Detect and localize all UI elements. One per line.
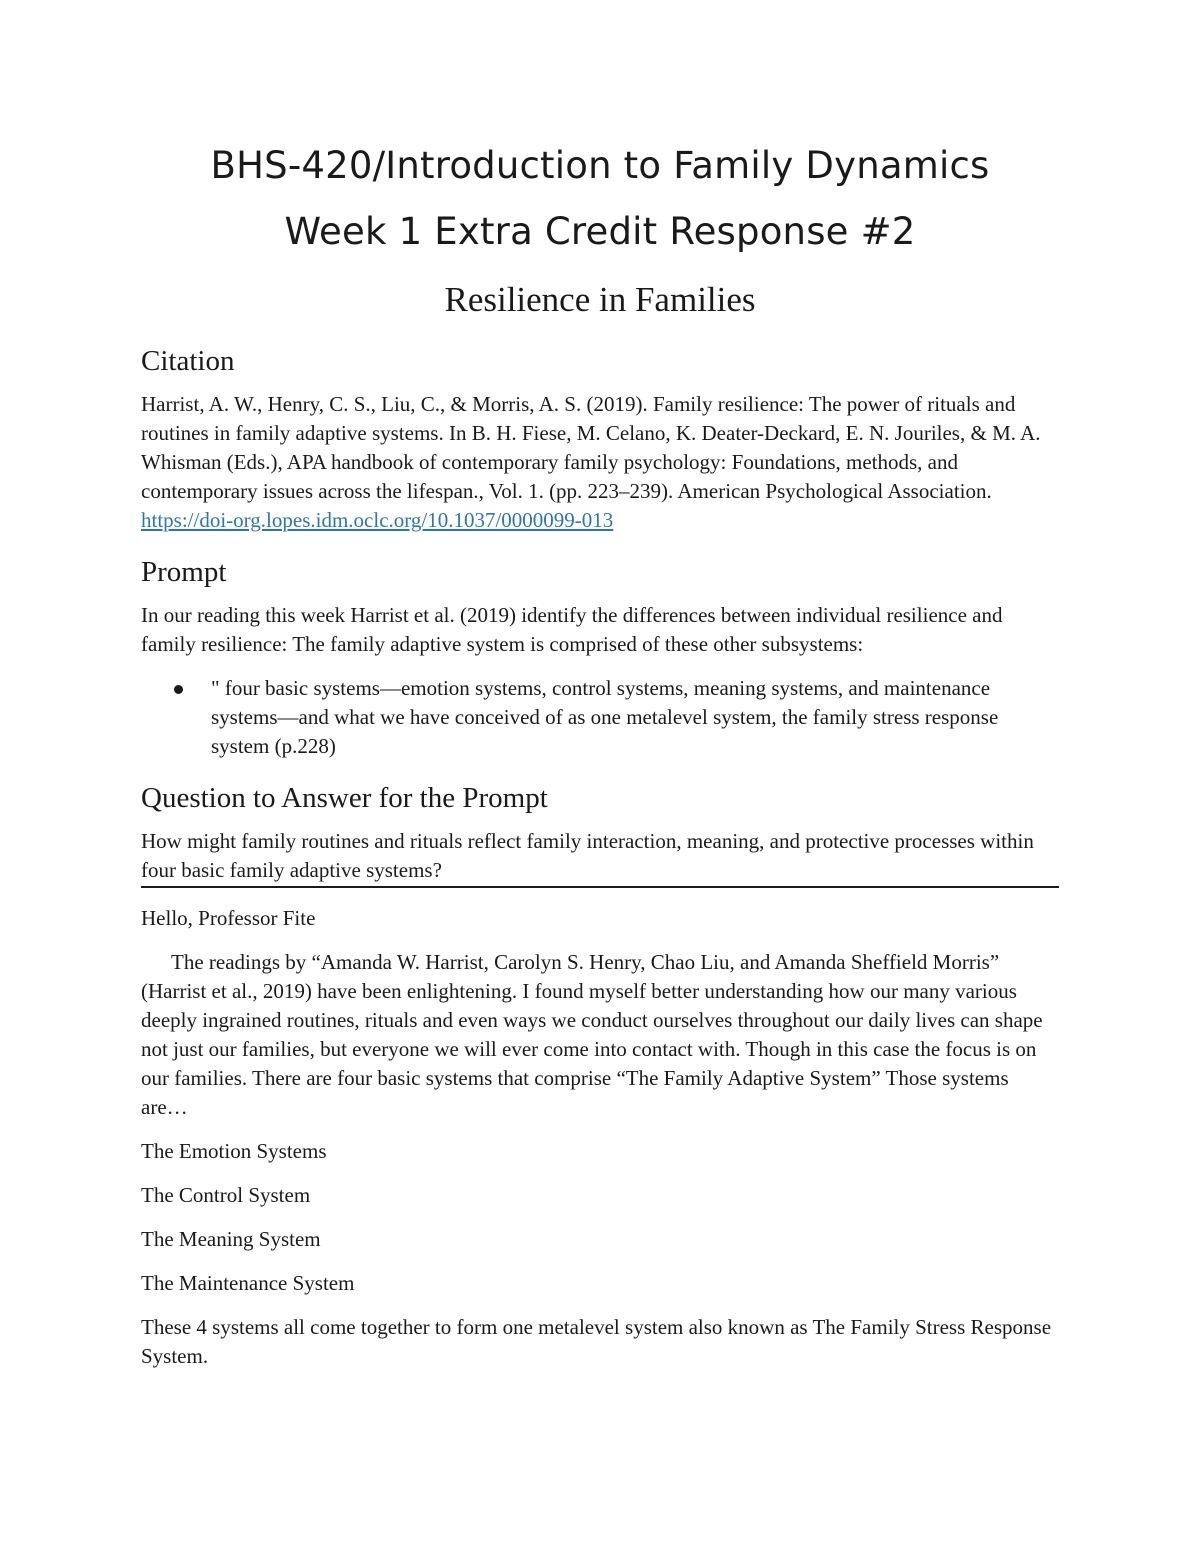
closing-paragraph: These 4 systems all come together to form one metalevel system also known as The Family Stress Response System. bbox=[141, 1315, 1052, 1368]
response-paragraph: The readings by “Amanda W. Harrist, Carolyn S. Henry, Chao Liu, and Amanda Sheffield Morris” (Harrist et al., 2019) have been enlightening. I found myself better understanding how our many various deeply ingrained routines, rituals and even ways we conduct ourselves throughout our daily lives can shape not just our families, but everyone we will ever come into contact with. Though in this case the focus is on our families. There are four basic systems that comprise “The Family Adaptive System” Those systems are… bbox=[141, 950, 1043, 1119]
assignment-title: Week 1 Extra Credit Response #2 bbox=[284, 210, 916, 253]
doi-link[interactable]: https://doi-org.lopes.idm.oclc.org/10.1037/0000099-013 bbox=[141, 508, 614, 532]
document-page bbox=[141, 138, 1059, 1386]
prompt-text: In our reading this week Harrist et al. (2019) identify the differences between individual resilience and family resilience: The family adaptive system is comprised of these other subsystems: bbox=[141, 603, 1003, 656]
question-heading: Question to Answer for the Prompt bbox=[141, 782, 548, 814]
prompt-heading: Prompt bbox=[141, 556, 227, 588]
course-title: BHS-420/Introduction to Family Dynamics bbox=[210, 144, 990, 187]
greeting: Hello, Professor Fite bbox=[141, 906, 316, 930]
system-item-control: The Control System bbox=[141, 1183, 311, 1207]
system-item-maintenance: The Maintenance System bbox=[141, 1271, 355, 1295]
bullet-text: " four basic systems—emotion systems, control systems, meaning systems, and maintenance systems—and what we have conceived of as one metalevel system, the family stress response system (p.228) bbox=[211, 676, 999, 758]
citation-text bbox=[141, 390, 1059, 535]
topic-title: Resilience in Families bbox=[444, 280, 756, 319]
bullet-icon bbox=[174, 685, 183, 694]
prompt-bullet-list bbox=[141, 674, 1059, 761]
system-item-emotion: The Emotion Systems bbox=[141, 1139, 327, 1163]
citation-heading: Citation bbox=[141, 345, 235, 377]
list-item bbox=[211, 674, 1059, 761]
system-item-meaning: The Meaning System bbox=[141, 1227, 321, 1251]
citation-body: Harrist, A. W., Henry, C. S., Liu, C., & Morris, A. S. (2019). Family resilience: The power of rituals and routines in family adaptive systems. In B. H. Fiese, M. Celano, K. Deater-Deckard, E. N. Jouriles, & M. A. Whisman (Eds.), APA handbook of contemporary family psychology: Foundations, methods, and contemporary issues across the lifespan., Vol. 1. (pp. 223–239). American Psychological Association. bbox=[141, 392, 1041, 503]
question-text: How might family routines and rituals reflect family interaction, meaning, and protective processes within four basic family adaptive systems? bbox=[141, 827, 1059, 888]
